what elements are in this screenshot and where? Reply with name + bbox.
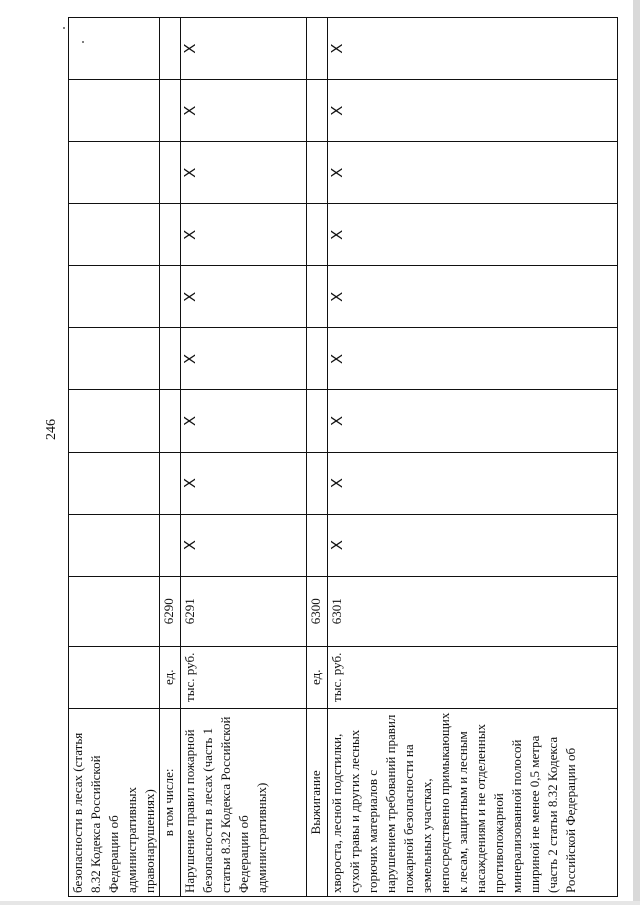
x-mark: X bbox=[328, 204, 618, 266]
unit-cell: ед. bbox=[307, 646, 328, 708]
code-cell: 6300 bbox=[307, 576, 328, 646]
row-name-cell: в том числе: bbox=[160, 708, 181, 896]
x-mark: X bbox=[328, 18, 618, 80]
code-cell bbox=[69, 576, 160, 646]
x-mark: X bbox=[181, 452, 307, 514]
scan-edge-right bbox=[633, 0, 640, 905]
code-cell: 6291 bbox=[181, 576, 307, 646]
x-mark: X bbox=[181, 266, 307, 328]
row-name-cell: хвороста, лесной подстилки, сухой травы и других лесных горючих материалов с нарушением требований правил пожарной безопасности на земельных участках, непосредственно примыкающих к лесам, защитным и лесным насаждениям и не отделенных противопожарной минерализованной полосой шириной не менее 0,5 метра (часть 2 статьи 8.32 Кодекса Российской Федерации об bbox=[328, 708, 618, 896]
table-row bbox=[181, 18, 307, 897]
scan-edge-bottom bbox=[0, 901, 640, 905]
table-row bbox=[160, 18, 181, 897]
x-mark: X bbox=[181, 390, 307, 452]
x-mark: X bbox=[328, 452, 618, 514]
x-mark: X bbox=[181, 204, 307, 266]
row-name-cell: Выжигание bbox=[307, 708, 328, 896]
x-mark: X bbox=[181, 142, 307, 204]
x-mark: X bbox=[328, 390, 618, 452]
scan-speck bbox=[63, 27, 65, 29]
table-row bbox=[307, 18, 328, 897]
table-row bbox=[69, 18, 160, 897]
unit-cell: тыс. руб. bbox=[328, 646, 618, 708]
table-row bbox=[328, 18, 618, 897]
report-table-rotated bbox=[68, 17, 618, 897]
x-mark: X bbox=[328, 328, 618, 390]
x-mark: X bbox=[328, 142, 618, 204]
report-table bbox=[68, 17, 618, 897]
unit-cell: ед. bbox=[160, 646, 181, 708]
unit-cell: тыс. руб. bbox=[181, 646, 307, 708]
x-mark: X bbox=[181, 328, 307, 390]
x-mark: X bbox=[328, 266, 618, 328]
x-mark: X bbox=[181, 514, 307, 576]
row-name-cell: Нарушение правил пожарной безопасности в лесах (часть 1 статьи 8.32 Кодекса Российской Федерации об административных) bbox=[181, 708, 307, 896]
unit-cell bbox=[69, 646, 160, 708]
code-cell: 6290 bbox=[160, 576, 181, 646]
page-number: 246 bbox=[44, 419, 59, 440]
x-mark: X bbox=[181, 18, 307, 80]
x-mark: X bbox=[328, 80, 618, 142]
row-name-cell: безопасности в лесах (статья 8.32 Кодекса Российской Федерации об административных правонарушениях) bbox=[69, 708, 160, 896]
x-mark: X bbox=[181, 80, 307, 142]
x-mark: X bbox=[328, 514, 618, 576]
code-cell: 6301 bbox=[328, 576, 618, 646]
